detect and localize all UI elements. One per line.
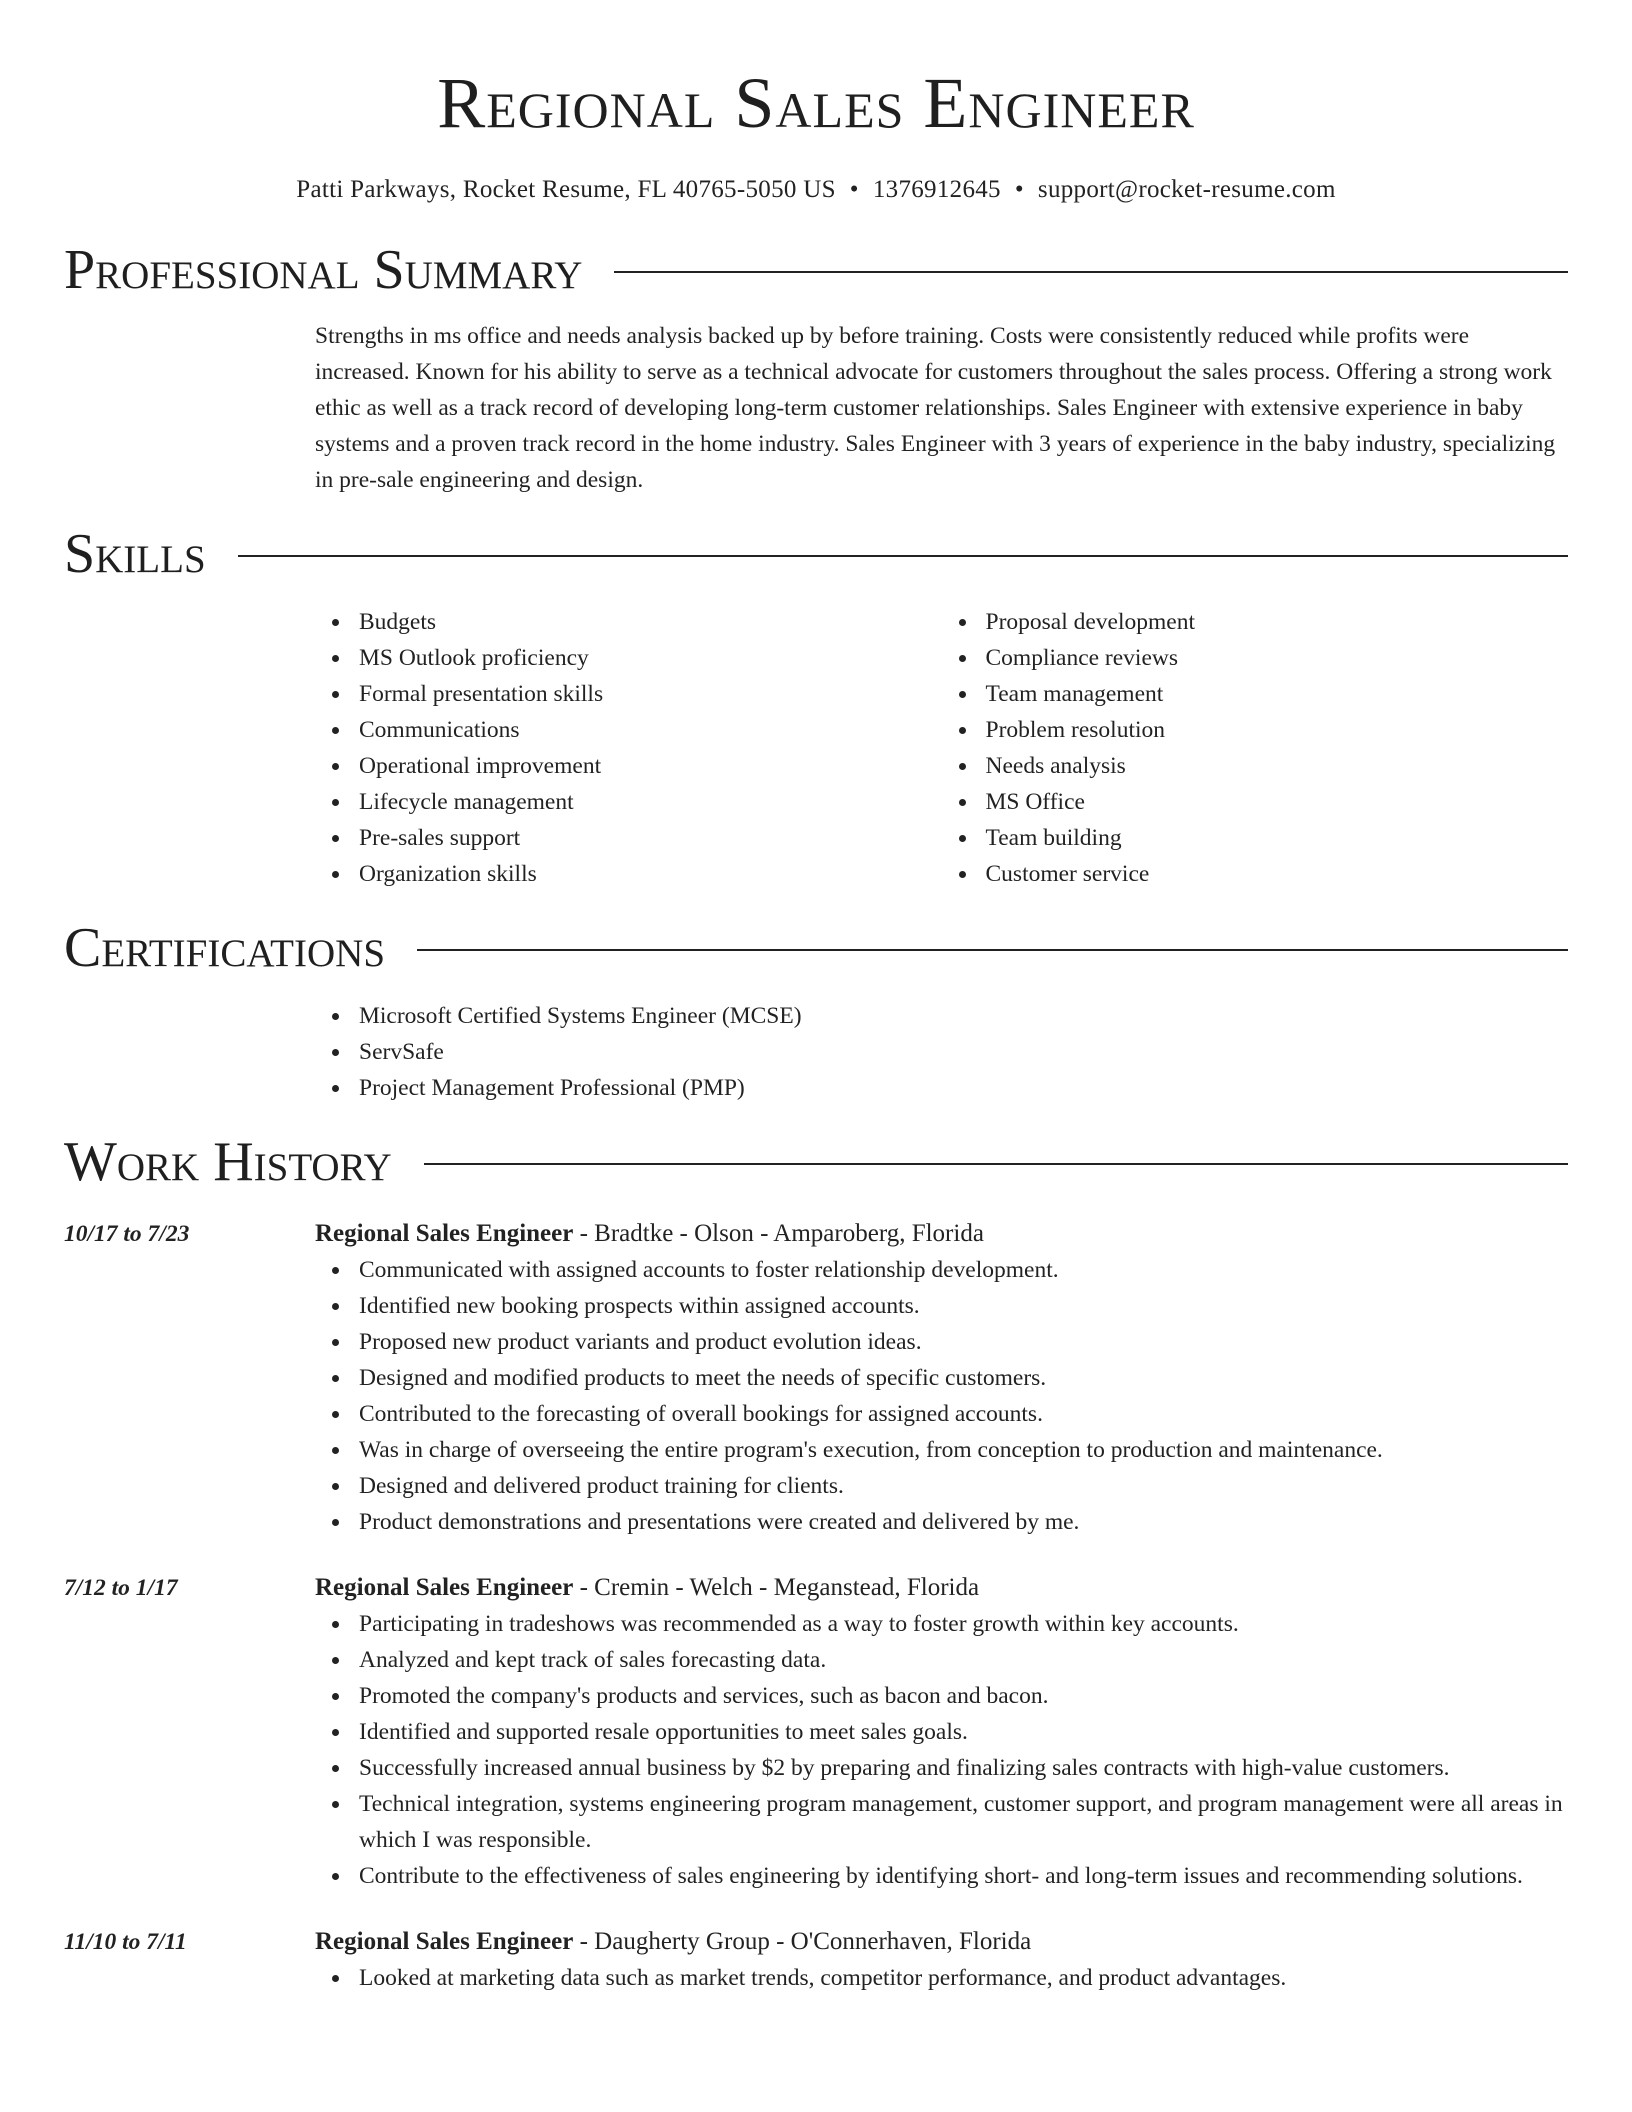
work-section-header	[64, 1132, 1568, 1192]
job-bullet: Identified and supported resale opportunities to meet sales goals.	[359, 1714, 1568, 1750]
skill-item: Formal presentation skills	[359, 676, 942, 712]
summary-section-header	[64, 240, 1568, 300]
skills-left-list	[315, 604, 942, 892]
job-bullet-list	[315, 1960, 1568, 1996]
summary-text: Strengths in ms office and needs analysis backed up by before training. Costs were consistently reduced while profits were increased. Known for his ability to serve as a technical advocate for customers throughout the sales process. Offering a strong work ethic as well as a track record of developing long-term customer relationships. Sales Engineer with extensive experience in baby systems and a proven track record in the home industry. Sales Engineer with 3 years of experience in the baby industry, specializing in pre-sale engineering and design.	[315, 323, 1556, 493]
job-bullet: Designed and delivered product training for clients.	[359, 1468, 1568, 1504]
job-bullet-list	[315, 1606, 1568, 1894]
skill-item: Customer service	[986, 856, 1569, 892]
job-bullet: Technical integration, systems engineering program management, customer support, and program management were all areas in which I was responsible.	[359, 1786, 1568, 1858]
job-bullet: Product demonstrations and presentations were created and delivered by me.	[359, 1504, 1568, 1540]
contact-email: support@rocket-resume.com	[1037, 176, 1336, 203]
job-bullet: Was in charge of overseeing the entire program's execution, from conception to production and maintenance.	[359, 1432, 1568, 1468]
skill-item: Communications	[359, 712, 942, 748]
skills-heading: Skills	[64, 523, 206, 585]
job-bullet: Contributed to the forecasting of overall bookings for assigned accounts.	[359, 1396, 1568, 1432]
skill-item: Proposal development	[986, 604, 1569, 640]
contact-address: Patti Parkways, Rocket Resume, FL 40765-5050 US	[296, 176, 836, 203]
certifications-heading: Certifications	[64, 917, 386, 979]
job-bullet: Proposed new product variants and product evolution ideas.	[359, 1324, 1568, 1360]
job-title: Regional Sales Engineer	[315, 1928, 574, 1955]
job-details	[315, 1216, 1568, 1540]
skill-item: Needs analysis	[986, 748, 1569, 784]
job-bullet: Looked at marketing data such as market trends, competitor performance, and product advantages.	[359, 1960, 1568, 1996]
contact-line	[64, 174, 1568, 206]
skills-section-header	[64, 524, 1568, 584]
job-dates: 11/10 to 7/11	[64, 1929, 187, 1955]
skill-item: Lifecycle management	[359, 784, 942, 820]
section-divider	[238, 555, 1568, 557]
job-bullet: Promoted the company's products and services, such as bacon and bacon.	[359, 1678, 1568, 1714]
section-divider	[614, 271, 1568, 273]
contact-separator: •	[1014, 176, 1024, 203]
job-dates: 7/12 to 1/17	[64, 1575, 178, 1601]
skill-item: Budgets	[359, 604, 942, 640]
skill-item: MS Office	[986, 784, 1569, 820]
skills-right-list	[942, 604, 1569, 892]
job-company-location: - Daugherty Group - O'Connerhaven, Florida	[573, 1928, 1032, 1955]
summary-heading: Professional Summary	[64, 239, 583, 301]
job-title: Regional Sales Engineer	[315, 1574, 574, 1601]
job-bullet: Designed and modified products to meet the needs of specific customers.	[359, 1360, 1568, 1396]
skill-item: Pre-sales support	[359, 820, 942, 856]
job-bullet: Analyzed and kept track of sales forecasting data.	[359, 1642, 1568, 1678]
job-entry	[64, 1924, 1568, 1996]
job-bullet: Participating in tradeshows was recommended as a way to foster growth within key accounts.	[359, 1606, 1568, 1642]
certifications-list	[315, 998, 1568, 1106]
job-company-location: - Cremin - Welch - Meganstead, Florida	[573, 1574, 980, 1601]
job-bullet: Contribute to the effectiveness of sales engineering by identifying short- and long-term issues and recommending solutions.	[359, 1858, 1568, 1894]
section-divider	[424, 1163, 1568, 1165]
job-entry	[64, 1216, 1568, 1540]
certifications-section-header	[64, 918, 1568, 978]
certification-item: Project Management Professional (PMP)	[359, 1070, 1568, 1106]
job-bullet: Successfully increased annual business by $2 by preparing and finalizing sales contracts with high-value customers.	[359, 1750, 1568, 1786]
job-company-location: - Bradtke - Olson - Amparoberg, Florida	[573, 1220, 984, 1247]
certifications-block	[315, 998, 1568, 1106]
contact-phone: 1376912645	[872, 176, 1001, 203]
job-title-line	[315, 1924, 1568, 1960]
skills-grid	[315, 604, 1568, 892]
section-divider	[417, 949, 1568, 951]
contact-separator: •	[849, 176, 859, 203]
certification-item: Microsoft Certified Systems Engineer (MCSE)	[359, 998, 1568, 1034]
job-bullet-list	[315, 1252, 1568, 1540]
job-title: Regional Sales Engineer	[315, 1220, 574, 1247]
skill-item: Compliance reviews	[986, 640, 1569, 676]
job-title-line	[315, 1570, 1568, 1606]
job-entry	[64, 1570, 1568, 1894]
job-details	[315, 1924, 1568, 1996]
work-history-list	[64, 1216, 1568, 1996]
job-bullet: Identified new booking prospects within assigned accounts.	[359, 1288, 1568, 1324]
job-title-line	[315, 1216, 1568, 1252]
job-dates: 10/17 to 7/23	[64, 1221, 190, 1247]
skill-item: Organization skills	[359, 856, 942, 892]
skill-item: Problem resolution	[986, 712, 1569, 748]
skill-item: Team management	[986, 676, 1569, 712]
skill-item: Operational improvement	[359, 748, 942, 784]
job-bullet: Communicated with assigned accounts to foster relationship development.	[359, 1252, 1568, 1288]
skill-item: Team building	[986, 820, 1569, 856]
job-details	[315, 1570, 1568, 1894]
certification-item: ServSafe	[359, 1034, 1568, 1070]
skill-item: MS Outlook proficiency	[359, 640, 942, 676]
work-heading: Work History	[64, 1131, 392, 1193]
resume-title: Regional Sales Engineer	[437, 63, 1195, 143]
